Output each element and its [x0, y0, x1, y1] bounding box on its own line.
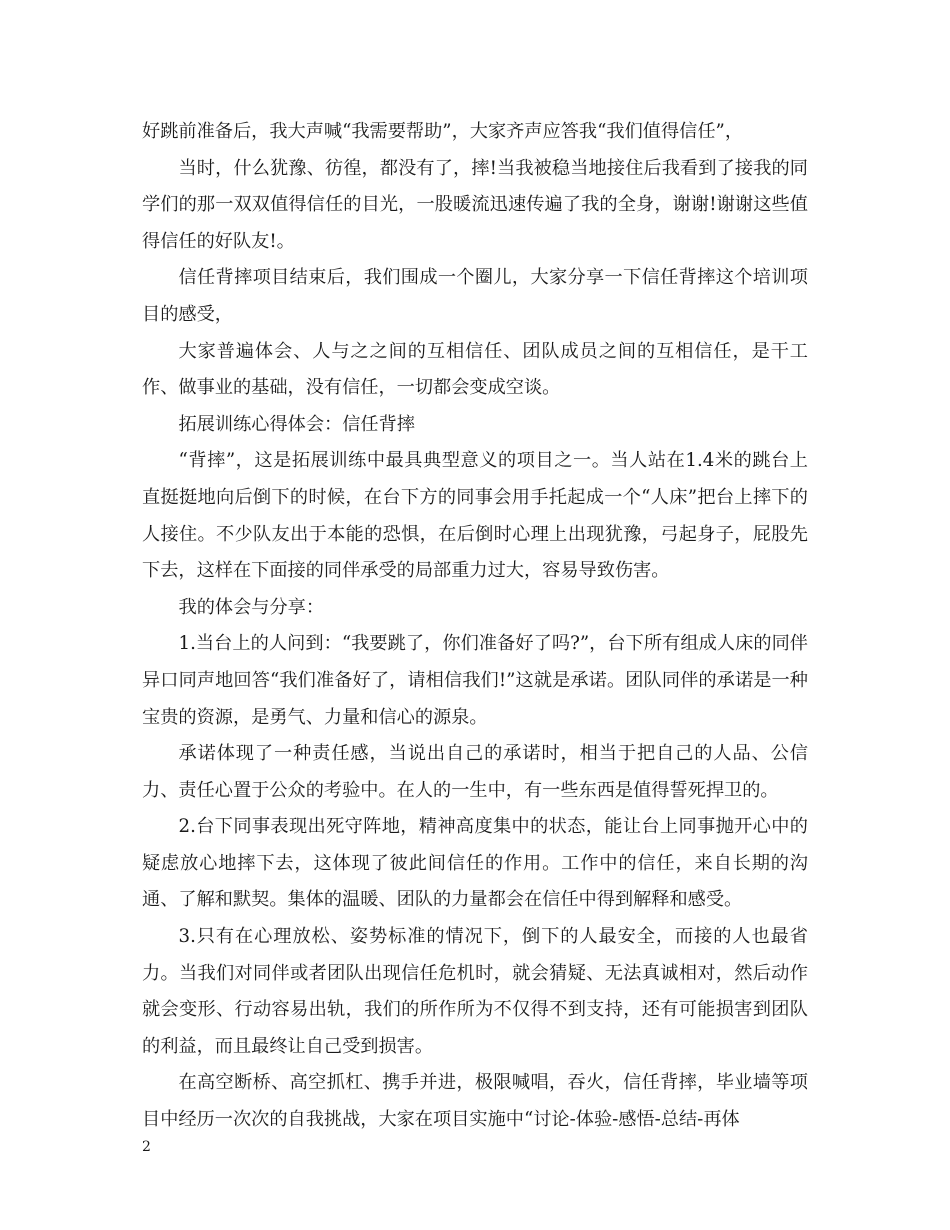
- paragraph: 承诺体现了一种责任感，当说出自己的承诺时，相当于把自己的人品、公信力、责任心置于公众的考验中。在人的一生中，有一些东西是值得誓死捍卫的。: [142, 743, 808, 801]
- paragraph: 大家普遍体会、人与之之间的互相信任、团队成员之间的互相信任，是干工作、做事业的基础，没有信任，一切都会变成空谈。: [142, 340, 808, 399]
- list-item: 2.台下同事表现出死守阵地，精神高度集中的状态，能让台上同事抛开心中的疑虑放心地摔下去，这体现了彼此间信任的作用。工作中的信任，来自长期的沟通、了解和默契。集体的温暖、团队的力量都会在信任中得到解释和感受。: [142, 816, 808, 911]
- paragraph: 信任背摔项目结束后，我们围成一个圈儿，大家分享一下信任背摔这个培训项目的感受，: [142, 267, 808, 325]
- paragraph: 我的体会与分享：: [178, 596, 325, 618]
- section-heading: 拓展训练心得体会：信任背摔: [178, 413, 415, 435]
- paragraph: 当时，什么犹豫、彷徨，都没有了，摔!当我被稳当地接住后我看到了接我的同学们的那一双双值得信任的目光，一股暖流迅速传遍了我的全身，谢谢!谢谢这些值得信任的好队友!。: [142, 157, 808, 252]
- page-number: 2: [142, 1139, 151, 1155]
- paragraph: “背摔”，这是拓展训练中最具典型意义的项目之一。当人站在1.4米的跳台上直挺挺地向后倒下的时候，在台下方的同事会用手托起成一个“人床”把台上摔下的人接住。不少队友出于本能的恐惧，在后倒时心理上出现犹豫，弓起身子，屁股先下去，这样在下面接的同伴承受的局部重力过大，容易导致伤害。: [142, 450, 808, 582]
- list-item: 1.当台上的人问到：“我要跳了，你们准备好了吗?”，台下所有组成人床的同伴异口同声地回答“我们准备好了，请相信我们!”这就是承诺。团队同伴的承诺是一种宝贵的资源，是勇气、力量和信心的源泉。: [142, 633, 808, 728]
- paragraph: 在高空断桥、高空抓杠、携手并进，极限喊唱，吞火，信任背摔，毕业墙等项目中经历一次次的自我挑战，大家在项目实施中“讨论-体验-感悟-总结-再体: [142, 1072, 808, 1131]
- paragraph: 好跳前准备后，我大声喊“我需要帮助”，大家齐声应答我“我们值得信任”，: [142, 121, 744, 142]
- list-item: 3.只有在心理放松、姿势标准的情况下，倒下的人最安全，而接的人也最省力。当我们对同伴或者团队出现信任危机时，就会猜疑、无法真诚相对，然后动作就会变形、行动容易出轨，我们的所作所为不仅得不到支持，还有可能损害到团队的利益，而且最终让自己受到损害。: [142, 926, 808, 1057]
- body-text: [142, 114, 808, 1139]
